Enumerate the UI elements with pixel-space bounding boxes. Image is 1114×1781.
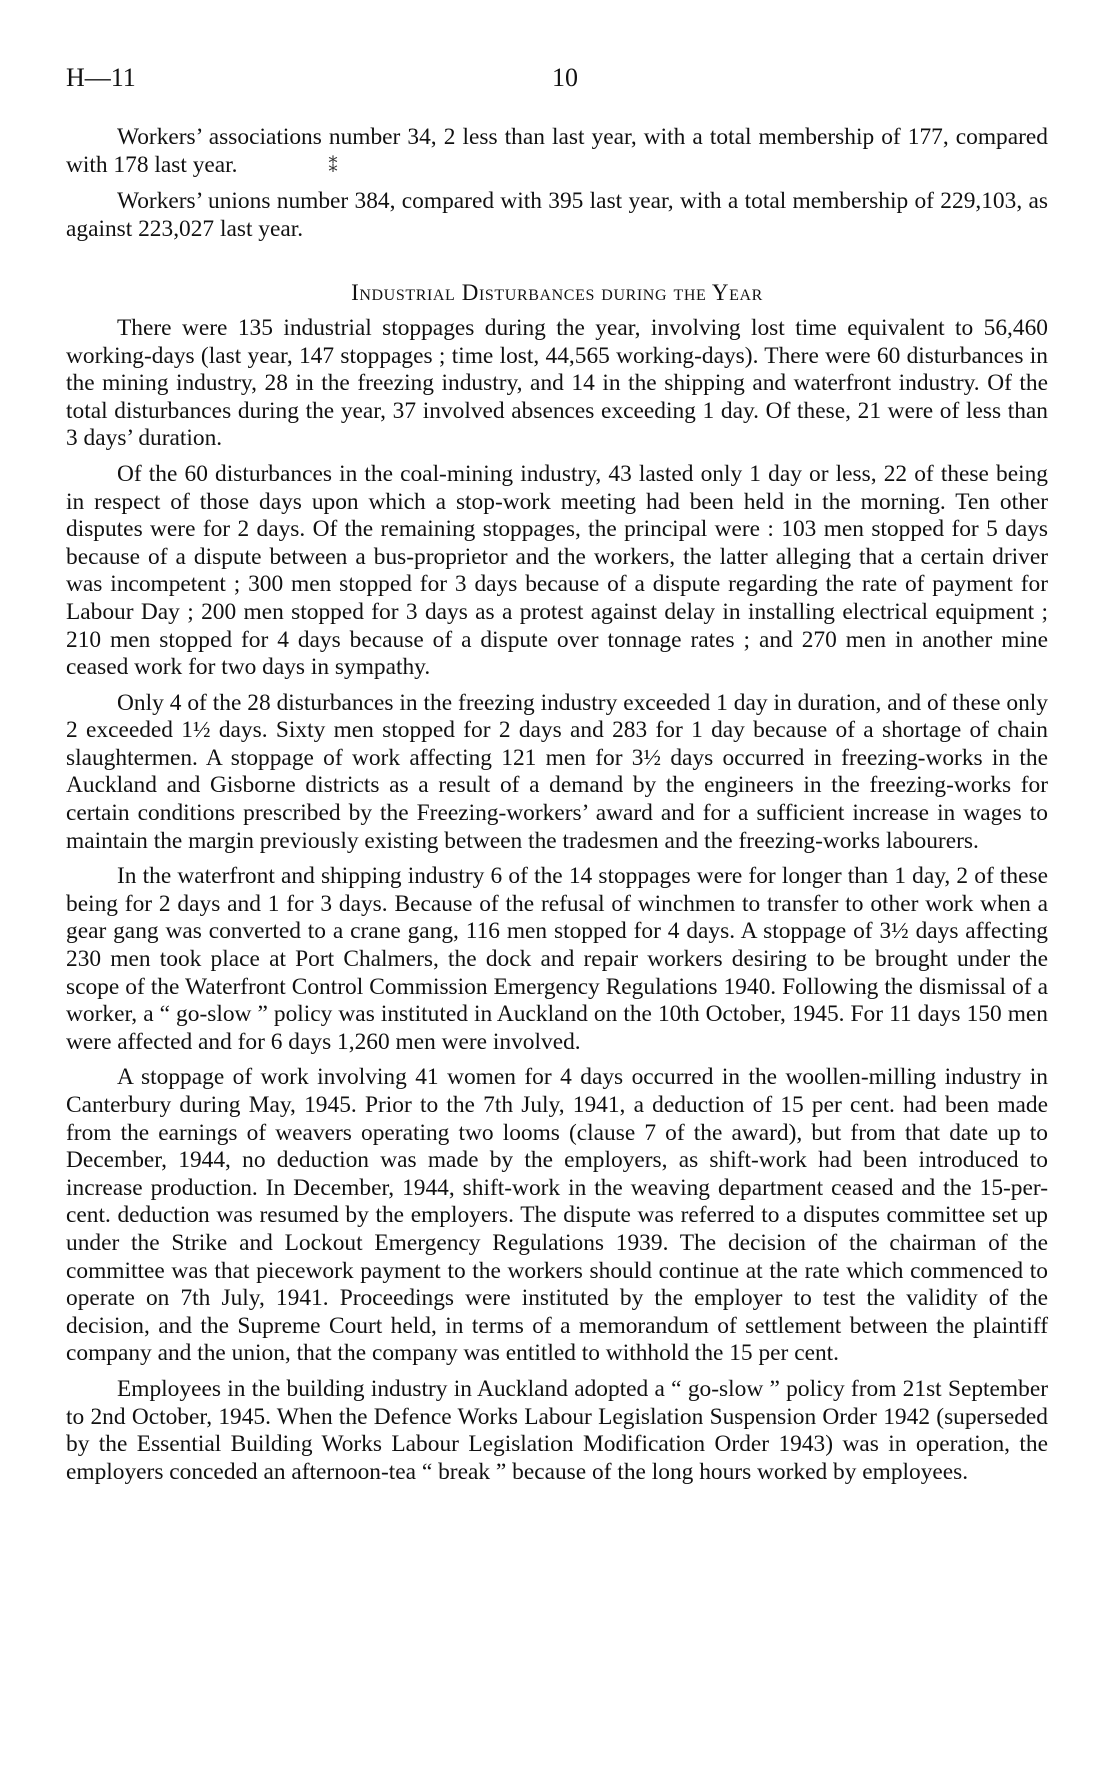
section-heading: Industrial Disturbances during the Year <box>351 280 763 306</box>
paragraph: A stoppage of work involving 41 women for 4 days occurred in the woollen-milling industry in Canterbury during May, 1945. Prior to the 7th July, 1941, a deduction of 15 per cent. had been made from the earnings of weavers operating two looms (clause 7 of the award), but from that date up to December, 1944, no deduction was made by the employers, as shift-work had been introduced to increase production. In December, 1944, shift-work in the weaving department ceased and the 15-per-cent. deduction was resumed by the employers. The dispute was referred to a disputes committee set up under the Strike and Lockout Emergency Regulations 1939. The decision of the chairman of the committee was that piecework payment to the workers should continue at the rate which commenced to operate on 7th July, 1941. Proceedings were instituted by the employer to test the validity of the decision, and the Supreme Court held, in terms of a memorandum of settlement between the plaintiff company and the union, that the company was entitled to withhold the 15 per cent. <box>66 1064 1048 1367</box>
paragraph-workers-unions: Workers’ unions number 384, compared with 395 last year, with a total membership of 229,103, as against 223,027 last year. <box>66 188 1048 242</box>
paragraph-text: Workers’ associations number 34, 2 less than last year, with a total membership of 177, compared with 178 last year. <box>66 124 1048 178</box>
paragraph: Only 4 of the 28 disturbances in the freezing industry exceeded 1 day in duration, and of these only 2 exceeded 1½ days. Sixty men stopped for 2 days and 283 for 1 day because of a shortage of chain slaughtermen. A stoppage of work affecting 121 men for 3½ days occurred in freezing-works in the Auckland and Gisborne districts as a result of a demand by the engineers in the freezing-works for certain conditions prescribed by the Freezing-workers’ award and for a sufficient increase in wages to maintain the margin previously existing between the tradesmen and the freezing-works labourers. <box>66 689 1048 854</box>
document-reference: H—11 <box>66 63 136 92</box>
paragraph-workers-associations <box>66 124 1048 180</box>
page-header <box>66 63 1046 103</box>
paragraph: Of the 60 disturbances in the coal-mining industry, 43 lasted only 1 day or less, 22 of these being in respect of those days upon which a stop-work meeting had been held in the morning. Ten other disputes were for 2 days. Of the remaining stoppages, the principal were : 103 men stopped for 5 days because of a dispute between a bus-proprietor and the workers, the latter alleging that a certain driver was incompetent ; 300 men stopped for 3 days because of a dispute regarding the rate of payment for Labour Day ; 200 men stopped for 3 days as a protest against delay in installing electrical equipment ; 210 men stopped for 4 days because of a dispute over tonnage rates ; and 270 men in another mine ceased work for two days in sympathy. <box>66 460 1048 681</box>
paragraph: There were 135 industrial stoppages during the year, involving lost time equivalent to 56,460 working-days (last year, 147 stoppages ; time lost, 44,565 working-days). There were 60 disturbances in the mining industry, 28 in the freezing industry, and 14 in the shipping and waterfront industry. Of the total disturbances during the year, 37 involved absences exceeding 1 day. Of these, 21 were of less than 3 days’ duration. <box>66 314 1048 452</box>
page-body <box>66 124 1048 1494</box>
ink-blot-mark: ⁑ <box>328 155 338 176</box>
paragraph: In the waterfront and shipping industry 6 of the 14 stoppages were for longer than 1 day, 2 of these being for 2 days and 1 for 3 days. Because of the refusal of winchmen to transfer to other work when a gear gang was converted to a crane gang, 116 men stopped for 4 days. A stoppage of 3½ days affecting 230 men took place at Port Chalmers, the dock and repair workers desiring to be brought under the scope of the Waterfront Control Commission Emergency Regulations 1940. Following the dismissal of a worker, a “ go-slow ” policy was instituted in Auckland on the 10th October, 1945. For 11 days 150 men were affected and for 6 days 1,260 men were involved. <box>66 863 1048 1055</box>
paragraph: Employees in the building industry in Auckland adopted a “ go-slow ” policy from 21st September to 2nd October, 1945. When the Defence Works Labour Legislation Suspension Order 1942 (superseded by the Essential Building Works Labour Legislation Modification Order 1943) was in operation, the employers conceded an afternoon-tea “ break ” because of the long hours worked by employees. <box>66 1375 1048 1485</box>
page-number: 10 <box>552 63 578 92</box>
